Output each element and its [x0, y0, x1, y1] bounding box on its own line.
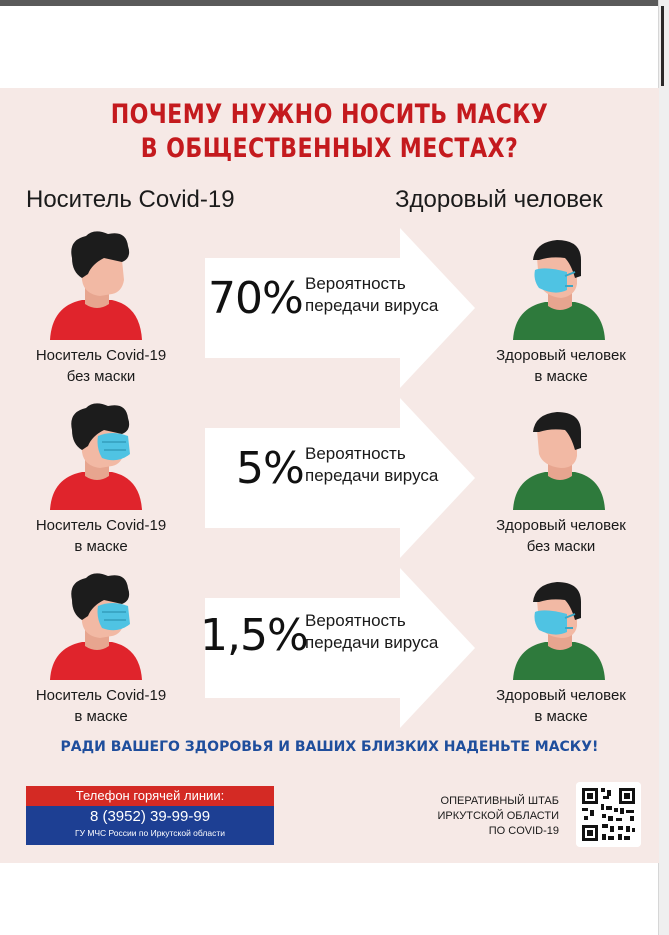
- carrier-masked-icon: [42, 570, 152, 680]
- hotline-label: Телефон горячей линии:: [26, 786, 274, 806]
- caption-line-1: Носитель Covid-19: [35, 347, 167, 364]
- hotline-org: ГУ МЧС России по Иркутской области: [75, 828, 225, 838]
- carrier-figure: [42, 228, 152, 344]
- healthy-caption: [471, 685, 651, 727]
- hotline-number[interactable]: 8 (3952) 39-99-99: [89, 808, 211, 825]
- hotline-info: [26, 806, 274, 845]
- caption-line-1: Здоровый человек: [496, 517, 626, 534]
- healthy-masked-icon: [505, 238, 615, 340]
- probability-percent: 5%: [236, 443, 304, 494]
- probability-label-line-1: Вероятность: [305, 274, 406, 293]
- caption-line-1: Здоровый человек: [496, 687, 626, 704]
- probability-label: [305, 273, 438, 317]
- probability-percent: 70%: [208, 273, 303, 324]
- caption-line-2: в маске: [534, 708, 588, 725]
- healthy-masked-icon: [505, 580, 615, 680]
- caption-line-2: в маске: [534, 368, 588, 385]
- probability-label-line-2: передачи вируса: [305, 633, 439, 652]
- healthy-caption: [471, 345, 651, 387]
- carrier-masked-icon: [42, 400, 152, 510]
- caption-line-2: в маске: [74, 538, 128, 555]
- hq-line-3: ПО COVID-19: [488, 825, 559, 837]
- carrier-figure: [42, 570, 152, 684]
- carrier-caption: [11, 685, 191, 727]
- healthy-figure: [505, 410, 615, 514]
- poster: [0, 88, 659, 863]
- poster-title: [59, 98, 599, 166]
- carrier-caption: [11, 515, 191, 557]
- hotline-banner: [26, 786, 274, 845]
- row-2: [0, 398, 659, 558]
- row-1: [0, 228, 659, 388]
- carrier-figure: [42, 400, 152, 514]
- caption-line-2: без маски: [66, 368, 136, 385]
- qr-code-icon: [576, 782, 641, 847]
- caption-line-1: Здоровый человек: [496, 347, 626, 364]
- title-line-2: В ОБЩЕСТВЕННЫХ МЕСТАХ?: [140, 133, 519, 164]
- probability-label: [305, 610, 438, 654]
- healthy-caption: [471, 515, 651, 557]
- probability-percent: 1,5%: [200, 610, 308, 661]
- healthy-unmasked-icon: [505, 410, 615, 510]
- healthy-figure: [505, 238, 615, 344]
- qr-code[interactable]: [576, 782, 641, 847]
- carrier-unmasked-icon: [42, 228, 152, 340]
- probability-label: [305, 443, 438, 487]
- healthy-figure: [505, 580, 615, 684]
- hq-line-1: ОПЕРАТИВНЫЙ ШТАБ: [440, 795, 559, 807]
- hq-line-2: ИРКУТСКОЙ ОБЛАСТИ: [437, 810, 559, 822]
- probability-label-line-1: Вероятность: [305, 611, 406, 630]
- caption-line-1: Носитель Covid-19: [35, 687, 167, 704]
- probability-label-line-1: Вероятность: [305, 444, 406, 463]
- scrollbar[interactable]: [658, 0, 669, 935]
- window-top-bar: [0, 0, 669, 6]
- slogan: РАДИ ВАШЕГО ЗДОРОВЬЯ И ВАШИХ БЛИЗКИХ НАДЕНЬТЕ МАСКУ!: [60, 739, 599, 755]
- carrier-caption: [11, 345, 191, 387]
- row-3: [0, 568, 659, 728]
- headquarters-text: [437, 794, 559, 839]
- probability-label-line-2: передачи вируса: [305, 466, 439, 485]
- right-column-heading: Здоровый человек: [395, 186, 603, 213]
- caption-line-2: в маске: [74, 708, 128, 725]
- caption-line-1: Носитель Covid-19: [35, 517, 167, 534]
- probability-label-line-2: передачи вируса: [305, 296, 439, 315]
- caption-line-2: без маски: [526, 538, 596, 555]
- title-line-1: ПОЧЕМУ НУЖНО НОСИТЬ МАСКУ: [110, 99, 549, 130]
- left-column-heading: Носитель Covid-19: [26, 186, 235, 213]
